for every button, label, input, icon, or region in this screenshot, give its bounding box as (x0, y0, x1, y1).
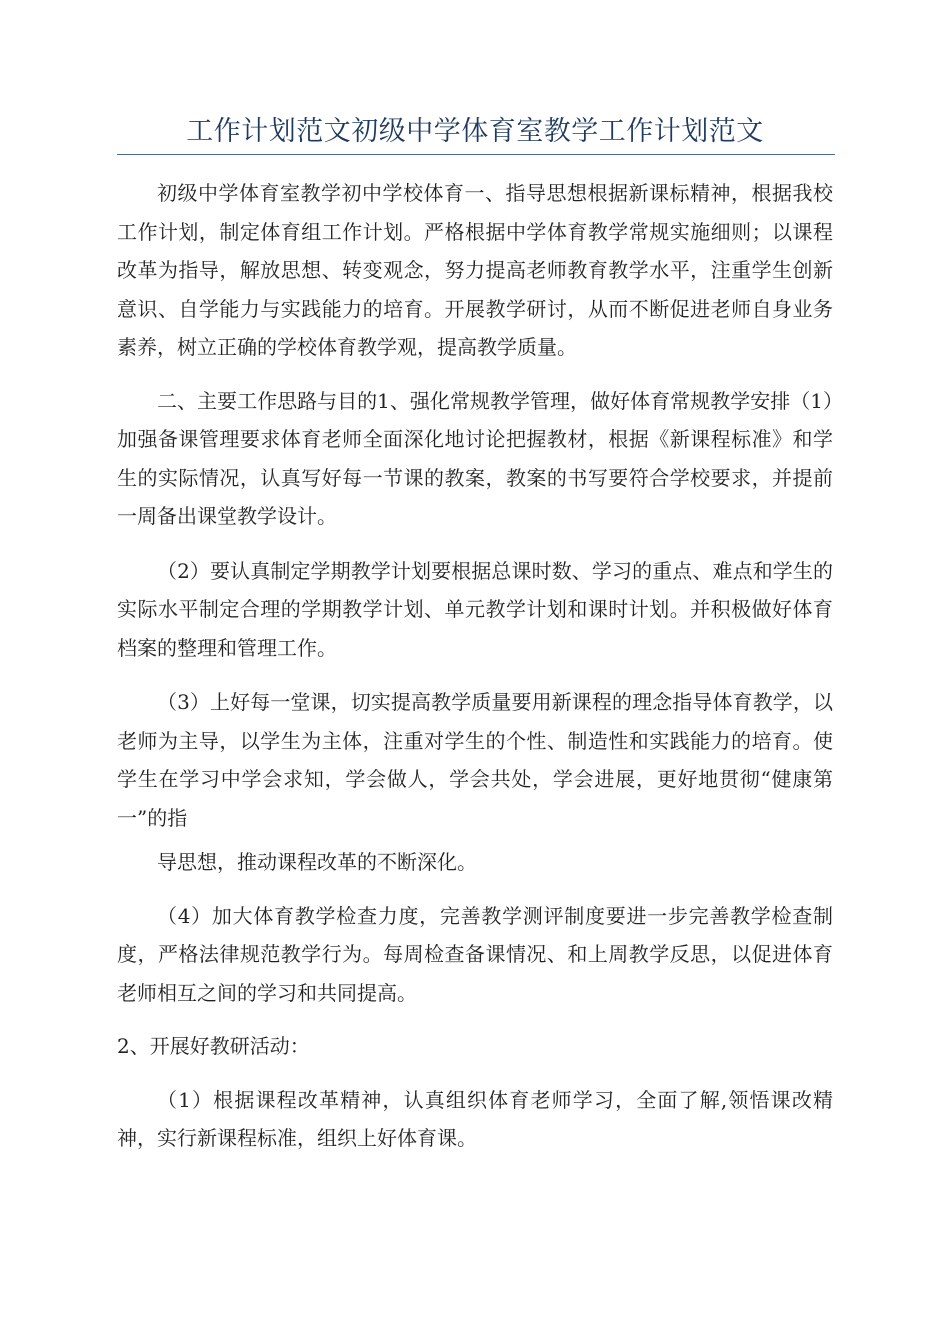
paragraph: （3）上好每一堂课，切实提高教学质量要用新课程的理念指导体育教学，以老师为主导，以学生为主体，注重对学生的个性、制造性和实践能力的培育。使学生在学习中学会求知，学会做人，学会共处，学会进展，更好地贯彻“健康第一”的指 (117, 690, 833, 830)
document-title: 工作计划范文初级中学体育室教学工作计划范文 (186, 116, 764, 147)
document-body (117, 174, 833, 1174)
paragraph: 初级中学体育室教学初中学校体育一、指导思想根据新课标精神，根据我校工作计划，制定体育组工作计划。严格根据中学体育教学常规实施细则；以课程改革为指导，解放思想、转变观念，努力提高老师教育教学水平，注重学生创新意识、自学能力与实践能力的培育。开展教学研讨，从而不断促进老师自身业务素养，树立正确的学校体育教学观，提高教学质量。 (117, 181, 833, 359)
paragraph: 二、主要工作思路与目的1、强化常规教学管理，做好体育常规教学安排（1）加强备课管理要求体育老师全面深化地讨论把握教材，根据《新课程标准》和学生的实际情况，认真写好每一节课的教案，教案的书写要符合学校要求，并提前一周备出课堂教学设计。 (117, 388, 833, 528)
section-heading: 2、开展好教研活动： (117, 1034, 310, 1058)
paragraph: 导思想，推动课程改革的不断深化。 (157, 850, 477, 874)
paragraph: （1）根据课程改革精神，认真组织体育老师学习，全面了解,领悟课改精神，实行新课程标准，组织上好体育课。 (117, 1087, 833, 1150)
paragraph: （2）要认真制定学期教学计划要根据总课时数、学习的重点、难点和学生的实际水平制定合理的学期教学计划、单元教学计划和课时计划。并积极做好体育档案的整理和管理工作。 (117, 558, 833, 660)
title-underline (117, 154, 835, 155)
paragraph: （4）加大体育教学检查力度，完善教学测评制度要进一步完善教学检查制度，严格法律规范教学行为。每周检查备课情况、和上周教学反思，以促进体育老师相互之间的学习和共同提高。 (117, 903, 833, 1005)
